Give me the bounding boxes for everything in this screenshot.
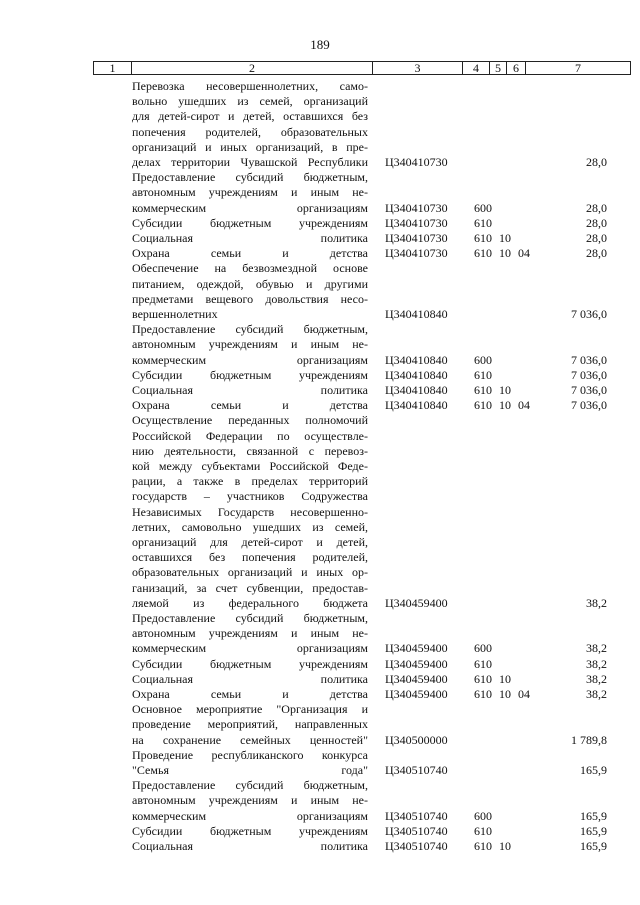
row-name-line: автономным учреждениям и иным не-	[132, 793, 368, 808]
row-name-line: Предоставление субсидий бюджетным,	[132, 322, 368, 337]
row-name-line: Субсидии бюджетным учреждениям	[132, 367, 368, 382]
row-name-line: на сохранение семейных ценностей"	[132, 732, 368, 747]
row-name-line: Социальная политика	[132, 671, 368, 686]
table-row	[0, 657, 640, 672]
table-header	[93, 61, 631, 75]
row-name	[132, 246, 368, 261]
row-name-line: делах территории Чувашской Республики	[132, 155, 368, 170]
row-name-line: Основное мероприятие "Организация и	[132, 702, 368, 717]
row-amount: 28,0	[586, 200, 607, 215]
row-code: Ц340459400	[385, 671, 448, 686]
row-col-5: 10	[499, 839, 511, 853]
row-col-4: 610	[474, 687, 492, 701]
row-name	[132, 322, 368, 368]
row-name	[132, 413, 368, 611]
row-name	[132, 748, 368, 778]
row-amount: 1 789,8	[571, 732, 607, 747]
row-name-line: коммерческим организациям	[132, 200, 368, 215]
row-code: Ц340410730	[385, 200, 448, 215]
row-amount: 28,0	[586, 155, 607, 169]
row-code: Ц340459400	[385, 595, 448, 610]
row-amount: 38,2	[586, 595, 607, 610]
row-name	[132, 261, 368, 322]
table-row	[0, 231, 640, 246]
row-amount: 38,2	[586, 687, 607, 701]
row-amount: 165,9	[580, 762, 607, 777]
row-col-4: 610	[474, 839, 492, 853]
row-name-line: Охрана семьи и детства	[132, 687, 368, 701]
header-col-6: 6	[507, 62, 526, 74]
row-name	[132, 368, 368, 383]
row-name-line: коммерческим организациям	[132, 808, 368, 823]
header-col-2: 2	[132, 62, 373, 74]
row-name-line: коммерческим организациям	[132, 641, 368, 656]
row-name-line: рации, а также в пределах территорий	[132, 474, 368, 489]
table-row	[0, 672, 640, 687]
row-name	[132, 216, 368, 231]
row-code: Ц340410730	[385, 215, 448, 230]
page-number: 189	[310, 37, 330, 52]
row-name-line: Перевозка несовершеннолетних, само-	[132, 79, 368, 93]
table-row	[0, 368, 640, 383]
row-col-5: 10	[499, 687, 511, 701]
row-col-5: 10	[499, 231, 511, 245]
row-col-4: 610	[474, 367, 492, 382]
row-name-line: ганизаций, за счет субвенции, предостав-	[132, 580, 368, 595]
row-name-line: для детей-сирот и детей, оставшихся без	[132, 109, 368, 124]
table-row	[0, 246, 640, 261]
table-row	[0, 687, 640, 702]
row-code: Ц340459400	[385, 641, 448, 656]
row-name-line: Предоставление субсидий бюджетным,	[132, 170, 368, 185]
table-row	[0, 79, 640, 170]
row-name-line: вольно ушедших из семей, организаций	[132, 94, 368, 109]
row-col-5: 10	[499, 246, 511, 261]
row-name	[132, 687, 368, 702]
row-name	[132, 79, 368, 170]
row-name	[132, 657, 368, 672]
row-code: Ц340410840	[385, 352, 448, 367]
table-row	[0, 839, 640, 854]
row-name-line: Российской Федерации по осуществле-	[132, 428, 368, 443]
row-code: Ц340410730	[385, 155, 448, 169]
row-name-line: попечения родителей, образовательных	[132, 124, 368, 139]
row-name-line: Охрана семьи и детства	[132, 398, 368, 413]
row-name-line: автономным учреждениям и иным не-	[132, 337, 368, 352]
row-name-line: Субсидии бюджетным учреждениям	[132, 656, 368, 671]
row-col-6: 04	[518, 687, 530, 701]
row-amount: 28,0	[586, 231, 607, 245]
table-row	[0, 261, 640, 322]
row-amount: 7 036,0	[571, 352, 607, 367]
row-col-4: 610	[474, 383, 492, 397]
row-col-4: 600	[474, 641, 492, 656]
table-row	[0, 216, 640, 231]
table-row	[0, 170, 640, 216]
row-amount: 7 036,0	[571, 383, 607, 397]
row-col-4: 600	[474, 200, 492, 215]
row-name-line: Охрана семьи и детства	[132, 246, 368, 261]
row-amount: 165,9	[580, 839, 607, 853]
table-row	[0, 322, 640, 368]
header-col-7: 7	[575, 61, 581, 75]
table-row	[0, 778, 640, 824]
header-col-4: 4	[463, 62, 490, 74]
row-name-line: питанием, одеждой, обувью и другими	[132, 276, 368, 291]
row-name-line: Социальная политика	[132, 231, 368, 245]
row-col-5: 10	[499, 398, 511, 413]
row-code: Ц340459400	[385, 656, 448, 671]
row-name-line: Обеспечение на безвозмездной основе	[132, 261, 368, 276]
row-name-line: коммерческим организациям	[132, 352, 368, 367]
row-amount: 7 036,0	[571, 306, 607, 321]
row-col-5: 10	[499, 383, 511, 397]
row-name-line: предметами вещевого довольствия несо-	[132, 291, 368, 306]
table-row	[0, 748, 640, 778]
row-name-line: образовательных организаций и иных ор-	[132, 565, 368, 580]
row-code: Ц340410730	[385, 231, 448, 245]
table-row	[0, 413, 640, 611]
row-name-line: организаций и иных организаций, в пре-	[132, 139, 368, 154]
row-name-line: нию деятельности, связанной с перевоз-	[132, 443, 368, 458]
row-name-line: Независимых Государств несовершенно-	[132, 504, 368, 519]
row-name-line: оставшихся без попечения родителей,	[132, 550, 368, 565]
row-code: Ц340500000	[385, 732, 448, 747]
row-code: Ц340510740	[385, 823, 448, 838]
row-amount: 7 036,0	[571, 398, 607, 413]
table-row	[0, 824, 640, 839]
row-code: Ц340510740	[385, 839, 448, 853]
row-name	[132, 398, 368, 413]
row-code: Ц340410840	[385, 306, 448, 321]
row-name-line: проведение мероприятий, направленных	[132, 717, 368, 732]
row-name	[132, 611, 368, 657]
row-code: Ц340410840	[385, 398, 448, 413]
row-amount: 7 036,0	[571, 367, 607, 382]
row-name	[132, 170, 368, 216]
row-code: Ц340410840	[385, 367, 448, 382]
row-amount: 165,9	[580, 808, 607, 823]
row-col-4: 600	[474, 352, 492, 367]
row-name-line: автономным учреждениям и иным не-	[132, 185, 368, 200]
row-name	[132, 672, 368, 687]
row-name	[132, 383, 368, 398]
row-col-4: 610	[474, 398, 492, 413]
row-name	[132, 231, 368, 246]
row-name-line: Осуществление переданных полномочий	[132, 413, 368, 428]
row-name	[132, 778, 368, 824]
table-row	[0, 398, 640, 413]
row-name-line: летних, самовольно ушедших из семей,	[132, 519, 368, 534]
table-row	[0, 702, 640, 748]
header-col-5: 5	[490, 62, 507, 74]
row-name-line: Субсидии бюджетным учреждениям	[132, 823, 368, 838]
row-col-4: 610	[474, 215, 492, 230]
row-name-line: автономным учреждениям и иным не-	[132, 626, 368, 641]
row-name-line: Субсидии бюджетным учреждениям	[132, 215, 368, 230]
row-name-line: организаций для детей-сирот и детей,	[132, 535, 368, 550]
row-amount: 28,0	[586, 215, 607, 230]
row-col-4: 610	[474, 656, 492, 671]
row-amount: 38,2	[586, 641, 607, 656]
row-name-line: Социальная политика	[132, 839, 368, 853]
table-row	[0, 383, 640, 398]
header-col-1: 1	[94, 62, 132, 74]
row-code: Ц340410730	[385, 246, 448, 261]
row-col-4: 610	[474, 246, 492, 261]
row-amount: 165,9	[580, 823, 607, 838]
row-code: Ц340510740	[385, 808, 448, 823]
row-col-4: 610	[474, 823, 492, 838]
row-name-line: государств – участников Содружества	[132, 489, 368, 504]
row-amount: 38,2	[586, 671, 607, 686]
row-name-line: Социальная политика	[132, 383, 368, 397]
row-name-line: "Семья года"	[132, 763, 368, 777]
row-code: Ц340410840	[385, 383, 448, 397]
row-col-4: 600	[474, 808, 492, 823]
row-col-5: 10	[499, 671, 511, 686]
row-name-line: Предоставление субсидий бюджетным,	[132, 611, 368, 625]
row-col-6: 04	[518, 246, 530, 261]
row-col-4: 610	[474, 671, 492, 686]
row-code: Ц340459400	[385, 687, 448, 701]
row-name-line: Проведение республиканского конкурса	[132, 747, 368, 762]
row-col-6: 04	[518, 398, 530, 413]
table-row	[0, 611, 640, 657]
row-name-line: кой между субъектами Российской Феде-	[132, 459, 368, 473]
row-amount: 38,2	[586, 656, 607, 671]
row-name	[132, 702, 368, 748]
row-col-4: 610	[474, 231, 492, 245]
row-name	[132, 839, 368, 854]
header-col-3: 3	[373, 62, 463, 74]
row-name-line: Предоставление субсидий бюджетным,	[132, 778, 368, 793]
row-name-line: вершеннолетних	[132, 307, 218, 321]
row-amount: 28,0	[586, 246, 607, 261]
row-name	[132, 824, 368, 839]
row-code: Ц340510740	[385, 762, 448, 777]
row-name-line: ляемой из федерального бюджета	[132, 595, 368, 610]
